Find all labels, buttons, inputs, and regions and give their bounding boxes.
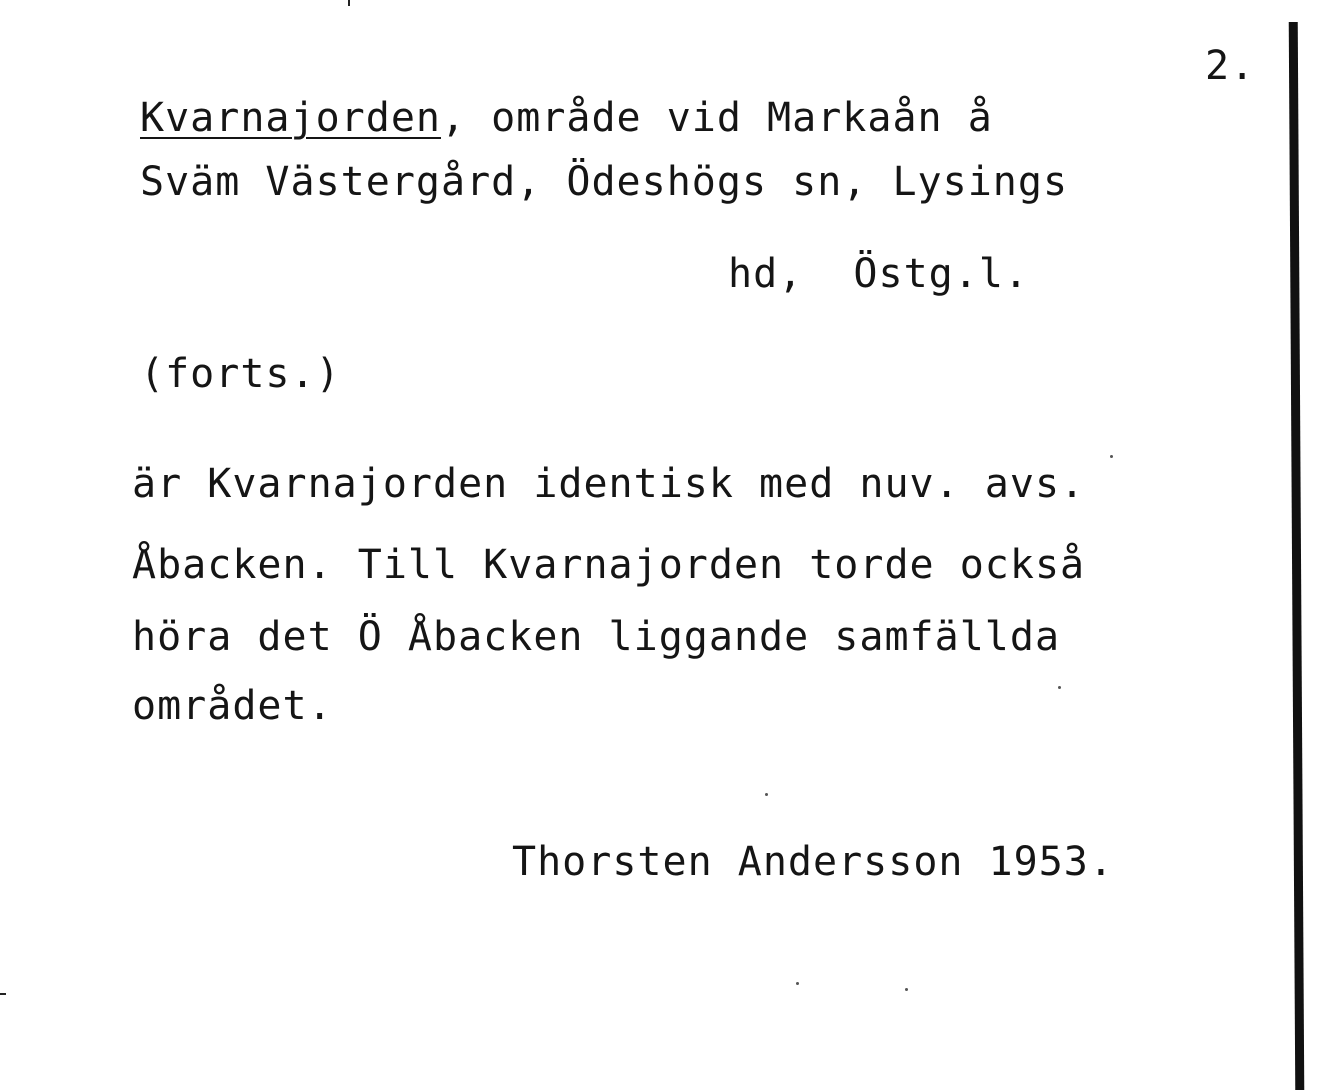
card-edge-line [1289,22,1305,1090]
scan-mark-top [348,0,350,6]
scan-speck [905,988,908,991]
scan-speck [1110,455,1113,458]
heading-line-3: hd, Östg.l. [728,251,1029,297]
body-line: området. [132,683,333,729]
heading-line-1 [140,95,993,141]
heading-line-1-rest: , område vid Markaån å [440,95,993,141]
scan-speck [1058,686,1061,689]
scan-speck [765,793,768,796]
signature: Thorsten Andersson 1953. [512,839,1114,885]
scan-mark-left [0,993,6,995]
heading-line-2: Sväm Västergård, Ödeshögs sn, Lysings [140,159,1069,205]
scan-speck [796,982,799,985]
headword: Kvarnajorden [140,95,441,141]
body-line: höra det Ö Åbacken liggande samfällda [132,614,1061,660]
card-number: 2. [1205,43,1256,89]
body-line: är Kvarnajorden identisk med nuv. avs. [132,461,1086,507]
continued-note: (forts.) [140,351,341,397]
body-line: Åbacken. Till Kvarnajorden torde också [132,542,1086,588]
